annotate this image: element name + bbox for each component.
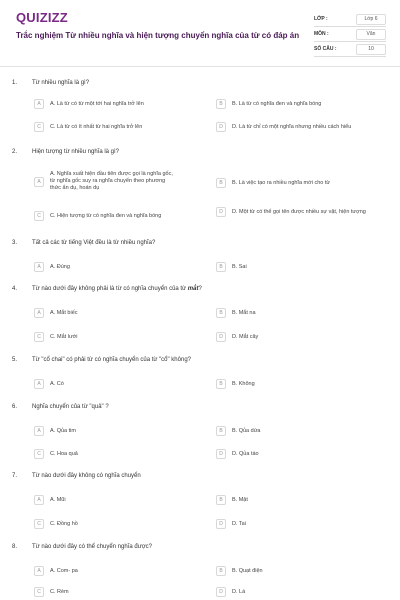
option-a[interactable]: A A. Mũi (34, 495, 200, 505)
meta-count-value: 10 (356, 44, 386, 55)
option-a[interactable]: A A. Có (34, 379, 200, 389)
question-text: Hiện tượng từ nhiều nghĩa là gì? (32, 149, 120, 155)
meta-count-key: SỐ CÂU : (314, 46, 337, 52)
meta-grade-value: Lớp 6 (356, 14, 386, 25)
page-title: Trắc nghiệm Từ nhiều nghĩa và hiện tượng chuyển nghĩa của từ có đáp án (16, 31, 300, 40)
option-b[interactable]: B B. Mắt na (216, 308, 382, 318)
question-text: Từ nhiều nghĩa là gì? (32, 80, 90, 86)
question-number: 8. (12, 544, 18, 550)
meta-subject-key: MÔN : (314, 31, 329, 37)
option-c[interactable]: C C. Mắt lưới (34, 332, 200, 342)
option-d[interactable]: D D. Một từ có thể gọi tên được nhiều sự vật, hiện tượng (216, 207, 377, 217)
option-c[interactable]: C C. Hiện tượng từ có nghĩa đen và nghĩa bóng (34, 211, 200, 221)
option-b[interactable]: B B. Quạt điện (216, 566, 382, 576)
meta-subject (314, 27, 386, 42)
question-text: Từ "cổ chai" có phải từ có nghĩa chuyển của từ "cổ" không? (32, 357, 191, 363)
option-d[interactable]: D D. Mắt cây (216, 332, 382, 342)
question-number: 1. (12, 80, 18, 86)
question-5 (0, 357, 400, 387)
question-1 (0, 80, 400, 130)
logo-text: QUIZIZZ (16, 10, 68, 25)
question-text: Từ nào dưới đây không phải là từ có nghĩa chuyển của từ mắt? (32, 286, 202, 292)
option-a[interactable]: A A. Là từ có từ một tới hai nghĩa trở lên (34, 99, 200, 109)
option-a[interactable]: A A. Đúng (34, 262, 200, 272)
question-text: Từ nào dưới đây có thể chuyển nghĩa được? (32, 544, 152, 550)
option-b[interactable]: B B. Là việc tạo ra nhiều nghĩa mới cho từ (216, 178, 382, 188)
question-8 (0, 544, 400, 595)
question-6 (0, 404, 400, 457)
option-d[interactable]: D D. Là từ chỉ có một nghĩa nhưng nhiều cách hiểu (216, 122, 382, 132)
option-b[interactable]: B B. Mặt (216, 495, 382, 505)
option-d[interactable]: D D. Qủa táo (216, 449, 382, 459)
option-d[interactable]: D D. Lá (216, 587, 382, 597)
option-d[interactable]: D D. Tai (216, 519, 382, 529)
meta-count (314, 42, 386, 57)
option-a[interactable]: A A. Com- pa (34, 566, 200, 576)
question-number: 4. (12, 286, 18, 292)
question-text: Nghĩa chuyển của từ "quả" ? (32, 404, 109, 410)
meta-subject-value: Văn (356, 29, 386, 40)
meta-panel (314, 12, 386, 57)
option-b[interactable]: B B. Không (216, 379, 382, 389)
question-number: 7. (12, 473, 18, 479)
option-a[interactable]: A A. Mắt biếc (34, 308, 200, 318)
header-divider (0, 66, 400, 67)
question-number: 5. (12, 357, 18, 363)
option-b[interactable]: B B. Là từ có nghĩa đen và nghĩa bóng (216, 99, 382, 109)
question-text: Tất cả các từ tiếng Việt đều là từ nhiều nghĩa? (32, 240, 156, 246)
option-c[interactable]: C C. Hoa quả (34, 449, 200, 459)
question-text: Từ nào dưới đây không có nghĩa chuyển (32, 473, 141, 479)
question-3 (0, 240, 400, 270)
option-c[interactable]: C C. Đồng hồ (34, 519, 200, 529)
question-number: 3. (12, 240, 18, 246)
option-c[interactable]: C C. Rèm (34, 587, 200, 597)
option-c[interactable]: C C. Là từ có ít nhất từ hai nghĩa trở lên (34, 122, 200, 132)
option-a[interactable]: A A. Qủa tim (34, 426, 200, 436)
option-b[interactable]: B B. Qủa dứa (216, 426, 382, 436)
meta-grade (314, 12, 386, 27)
option-b[interactable]: B B. Sai (216, 262, 382, 272)
header (0, 0, 400, 64)
question-number: 6. (12, 404, 18, 410)
question-4 (0, 286, 400, 340)
question-number: 2. (12, 149, 18, 155)
option-a[interactable]: A A. Nghĩa xuất hiện đầu tiên được gọi là nghĩa gốc, từ nghĩa gốc suy ra nghĩa chuyển theo phương thức ẩn dụ, hoán dụ (34, 171, 175, 192)
question-2 (0, 149, 400, 219)
meta-grade-key: LỚP : (314, 16, 328, 22)
question-7 (0, 473, 400, 527)
